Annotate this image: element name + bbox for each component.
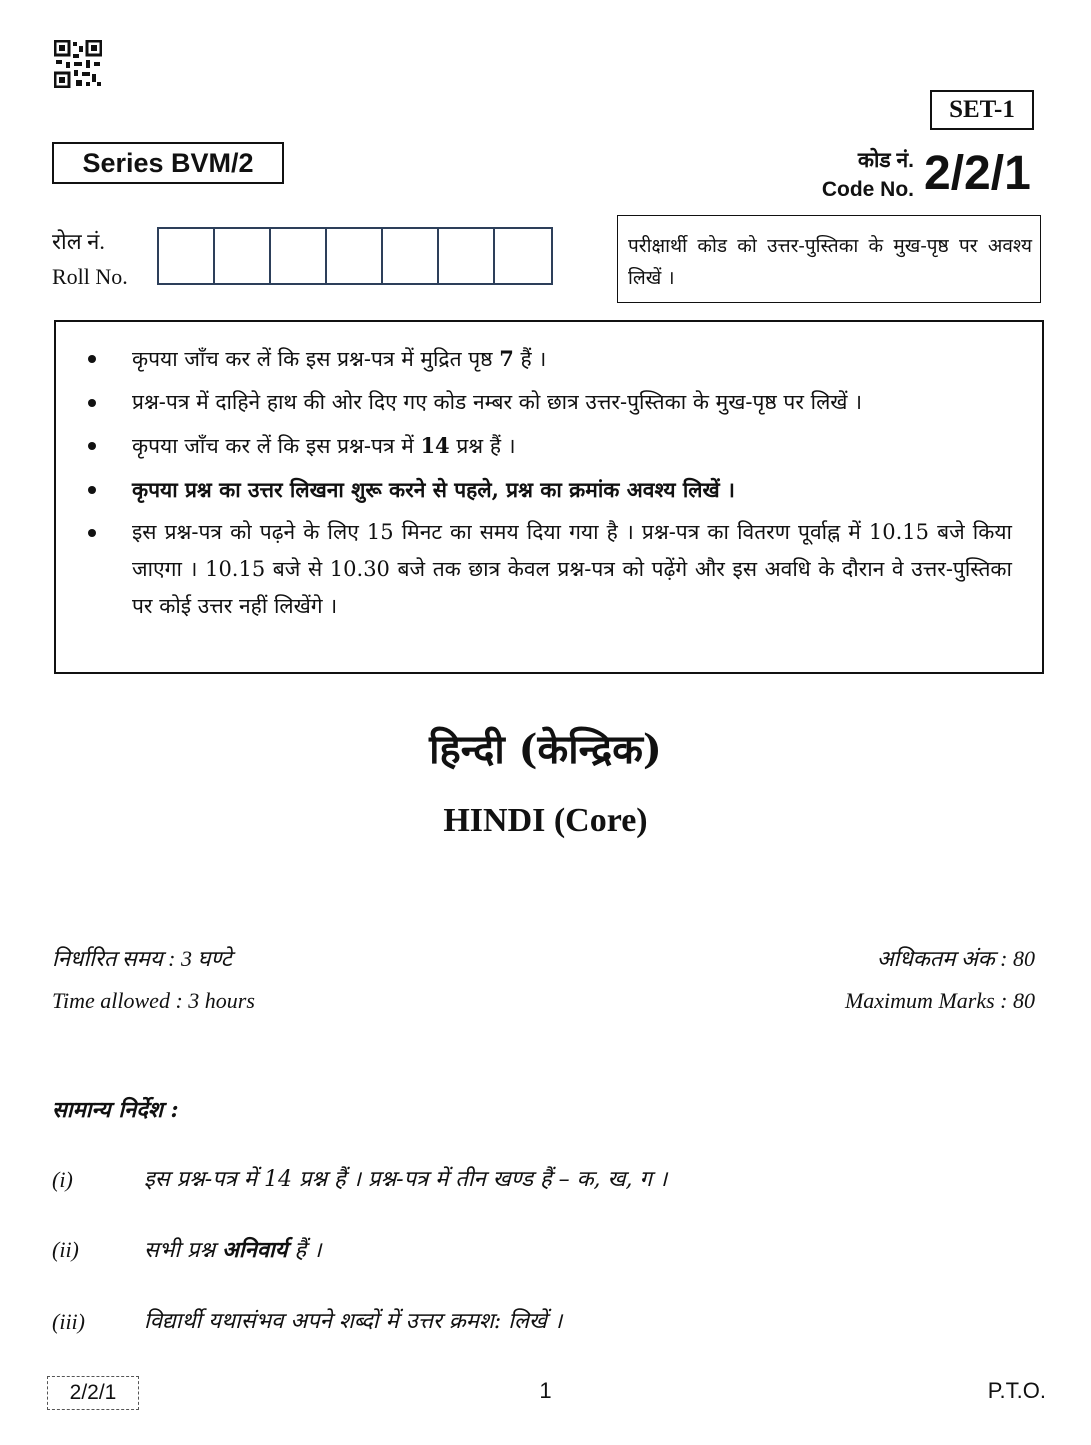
instruction-text: कृपया जाँच कर लें कि इस प्रश्न-पत्र में मुद्रित पृष्ठ [132, 347, 500, 371]
item-text: विद्यार्थी यथासंभव अपने शब्दों में उत्तर क्रमश: लिखें । [144, 1309, 563, 1334]
time-allowed-english: Time allowed : 3 hours [52, 988, 255, 1013]
item-number: (i) [52, 1167, 73, 1192]
code-label-block [790, 146, 914, 204]
instruction-text: प्रश्न हैं । [449, 434, 516, 458]
general-instructions-heading: सामान्य निर्देश : [52, 1097, 179, 1123]
item-text-part: हैं । [287, 1238, 322, 1263]
item-text-bold: अनिवार्य [222, 1237, 288, 1263]
general-instruction-item [52, 1232, 322, 1269]
instruction-text: कृपया जाँच कर लें कि इस प्रश्न-पत्र में [132, 434, 421, 458]
set-label: SET-1 [949, 96, 1015, 123]
item-text-part: सभी प्रश्न [144, 1238, 223, 1263]
roll-digit-box[interactable] [439, 229, 495, 283]
instruction-item [88, 384, 1012, 421]
please-turn-over: P.T.O. [987, 1378, 1046, 1403]
footer-code: 2/2/1 [47, 1376, 139, 1410]
item-number: (iii) [52, 1309, 85, 1334]
qr-code-icon [54, 40, 102, 88]
maximum-marks [700, 938, 1035, 1022]
instruction-text: कृपया प्रश्न का उत्तर लिखना शुरू करने से पहले, प्रश्न का क्रमांक अवश्य लिखें । [132, 477, 735, 502]
set-label-box [930, 90, 1034, 130]
item-text [144, 1232, 322, 1269]
series-label: Series BVM/2 [52, 142, 284, 184]
roll-label-hindi: रोल नं. [52, 229, 105, 254]
time-allowed-hindi: निर्धारित समय : 3 घण्टे [52, 946, 232, 971]
roll-digit-box[interactable] [271, 229, 327, 283]
bullet-icon [88, 486, 96, 494]
maximum-marks-hindi: अधिकतम अंक : 80 [876, 946, 1035, 971]
roll-number-grid[interactable] [157, 227, 553, 285]
roll-digit-box[interactable] [159, 229, 215, 283]
maximum-marks-english: Maximum Marks : 80 [844, 988, 1035, 1013]
roll-label-block [52, 224, 128, 294]
general-instruction-item [52, 1162, 667, 1198]
general-instruction-item [52, 1304, 562, 1340]
bullet-icon [88, 355, 96, 363]
instruction-item [88, 340, 1012, 378]
instruction-item [88, 471, 1012, 508]
instructions-box [54, 320, 1044, 674]
instruction-text: प्रश्न-पत्र में दाहिने हाथ की ओर दिए गए कोड नम्बर को छात्र उत्तर-पुस्तिका के मुख-पृष्ठ पर लिखें । [132, 390, 863, 414]
instruction-item [88, 427, 1012, 465]
item-text: इस प्रश्न-पत्र में 14 प्रश्न हैं । प्रश्न-पत्र में तीन खण्ड हैं – क, ख, ग । [144, 1167, 668, 1192]
bullet-icon [88, 529, 96, 537]
instruction-bold: 7 [499, 346, 514, 371]
candidate-code-note: परीक्षार्थी कोड को उत्तर-पुस्तिका के मुख-पृष्ठ पर अवश्य लिखें । [617, 215, 1041, 303]
instruction-text: इस प्रश्न-पत्र को पढ़ने के लिए 15 मिनट का समय दिया गया है । प्रश्न-पत्र का वितरण पूर्वाह्न में 10.15 बजे किया जाएगा । 10.15 बजे से 10.30 बजे तक छात्र केवल प्रश्न-पत्र को पढ़ेंगे और इस अवधि के दौरान वे उत्तर-पुस्तिका पर कोई उत्तर नहीं लिखेंगे । [132, 520, 1012, 618]
instruction-text: हैं । [513, 347, 547, 371]
item-number: (ii) [52, 1237, 79, 1262]
roll-digit-box[interactable] [327, 229, 383, 283]
subject-title-english: HINDI (Core) [443, 802, 648, 839]
roll-digit-box[interactable] [383, 229, 439, 283]
subject-title-hindi: हिन्दी (केन्द्रिक) [429, 726, 662, 773]
instruction-item [88, 514, 1012, 625]
page-number: 1 [539, 1378, 552, 1403]
roll-digit-box[interactable] [215, 229, 271, 283]
code-value: 2/2/1 [924, 147, 1031, 200]
code-label-hindi: कोड नं. [857, 149, 914, 172]
bullet-icon [88, 399, 96, 407]
roll-digit-box[interactable] [495, 229, 551, 283]
code-label-english: Code No. [821, 178, 914, 201]
bullet-icon [88, 442, 96, 450]
instruction-bold: 14 [420, 433, 450, 458]
time-allowed [52, 938, 255, 1022]
roll-label-english: Roll No. [52, 264, 128, 289]
